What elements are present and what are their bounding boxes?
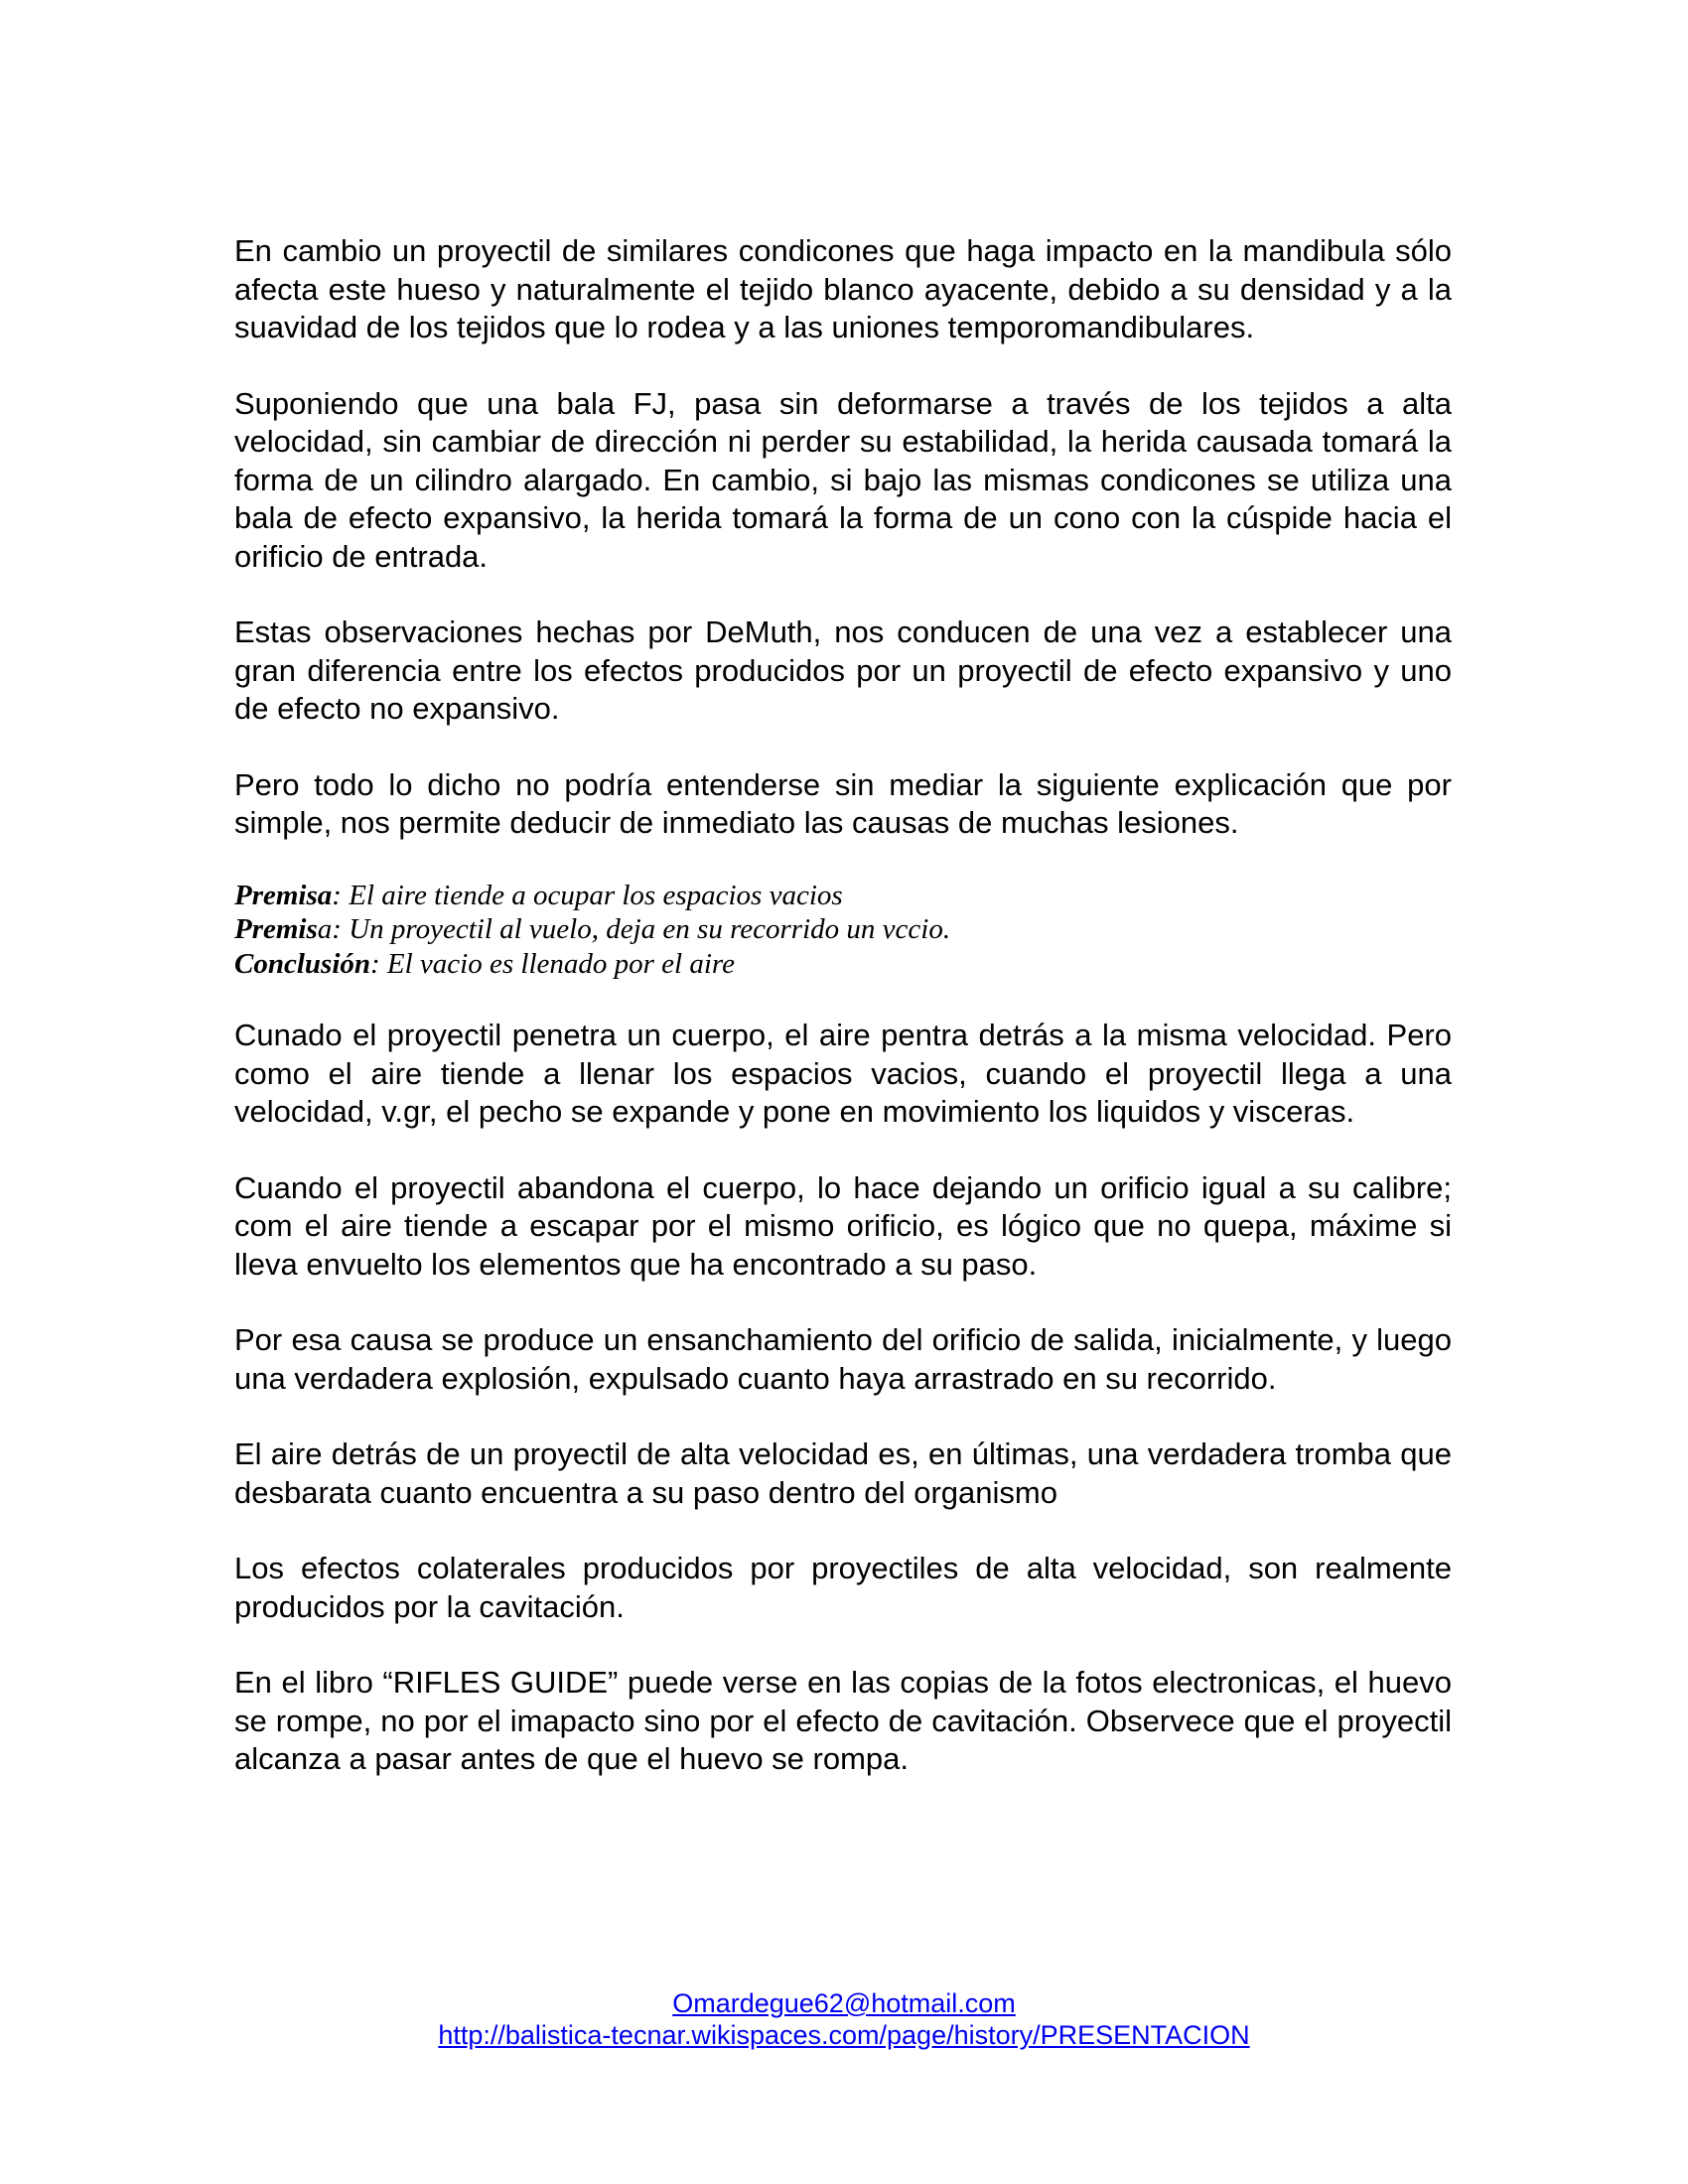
paragraph-10: En el libro “RIFLES GUIDE” puede verse en las copias de la fotos electronicas, el huevo se rompe, no por el imapacto sino por el efecto de cavitación. Observece que el proyectil alcanza a pasar antes de que el huevo se rompa. <box>234 1665 1452 1776</box>
syllogism-block <box>234 879 1452 982</box>
conclusion-label: Conclusión <box>234 947 370 980</box>
premise-1 <box>234 879 1452 913</box>
premise-2-text: a: Un proyectil al vuelo, deja en su recorrido un vccio. <box>317 913 951 945</box>
paragraph-5: Cunado el proyectil penetra un cuerpo, el aire pentra detrás a la misma velocidad. Pero como el aire tiende a llenar los espacios vacios, cuando el proyectil llega a una velocidad, v.gr, el pecho se expande y pone en movimiento los liquidos y visceras. <box>234 1018 1452 1129</box>
website-link[interactable]: http://balistica-tecnar.wikispaces.com/page/history/PRESENTACION <box>438 2020 1250 2050</box>
conclusion-text: : El vacio es llenado por el aire <box>370 947 735 980</box>
paragraph-3: Estas observaciones hechas por DeMuth, nos conducen de una vez a establecer una gran diferencia entre los efectos producidos por un proyectil de efecto expansivo y uno de efecto no expansivo. <box>234 614 1452 726</box>
conclusion <box>234 947 1452 982</box>
premise-1-text: : El aire tiende a ocupar los espacios vacios <box>332 879 843 911</box>
paragraph-7: Por esa causa se produce un ensanchamiento del orificio de salida, inicialmente, y luego una verdadera explosión, expulsado cuanto haya arrastrado en su recorrido. <box>234 1322 1452 1396</box>
paragraph-6: Cuando el proyectil abandona el cuerpo, lo hace dejando un orificio igual a su calibre; com el aire tiende a escapar por el mismo orificio, es lógico que no quepa, máxime si lleva envuelto los elementos que ha encontrado a su paso. <box>234 1169 1452 1282</box>
document-body <box>234 232 1452 1779</box>
paragraph-8: El aire detrás de un proyectil de alta velocidad es, en últimas, una verdadera tromba que desbarata cuanto encuentra a su paso dentro del organismo <box>234 1436 1452 1510</box>
paragraph-1: En cambio un proyectil de similares condicones que haga impacto en la mandibula sólo afecta este hueso y naturalmente el tejido blanco ayacente, debido a su densidad y a la suavidad de los tejidos que lo rodea y a las uniones temporomandibulares. <box>234 233 1452 344</box>
paragraph-4: Pero todo lo dicho no podría entenderse sin mediar la siguiente explicación que por simple, nos permite deducir de inmediato las causas de muchas lesiones. <box>234 766 1452 840</box>
premise-2 <box>234 912 1452 947</box>
paragraph-9: Los efectos colaterales producidos por proyectiles de alta velocidad, son realmente producidos por la cavitación. <box>234 1551 1452 1624</box>
paragraph-2: Suponiendo que una bala FJ, pasa sin deformarse a través de los tejidos a alta velocidad, sin cambiar de dirección ni perder su estabilidad, la herida causada tomará la forma de un cilindro alargado. En cambio, si bajo las mismas condicones se utiliza una bala de efecto expansivo, la herida tomará la forma de un cono con la cúspide hacia el orificio de entrada. <box>234 385 1452 574</box>
page-footer <box>0 1987 1688 2051</box>
premise-1-label: Premisa <box>234 879 333 911</box>
premise-2-label: Premis <box>234 913 318 945</box>
email-link[interactable]: Omardegue62@hotmail.com <box>672 1988 1016 2018</box>
